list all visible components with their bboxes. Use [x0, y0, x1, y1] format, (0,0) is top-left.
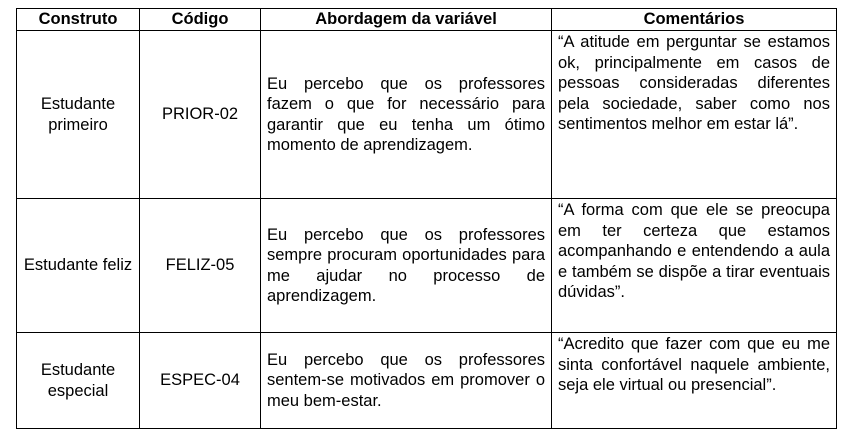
header-abordagem: Abordagem da variável	[261, 9, 552, 31]
constructs-table	[16, 8, 837, 429]
construct-cell: Estudante primeiro	[17, 31, 140, 199]
approach-cell: Eu percebo que os professores sentem-se motivados em promover o meu bem-estar.	[261, 333, 552, 429]
header-row	[17, 9, 837, 31]
table-row	[17, 199, 837, 333]
header-construto: Construto	[17, 9, 140, 31]
code-cell: PRIOR-02	[140, 31, 261, 199]
comment-cell: “A forma com que ele se preocupa em ter certeza que estamos acompanhando e entendendo a aula e também se dispõe a tirar eventuais dúvidas”.	[552, 199, 837, 333]
table-row	[17, 333, 837, 429]
code-cell: FELIZ-05	[140, 199, 261, 333]
header-comentarios: Comentários	[552, 9, 837, 31]
table-container	[16, 8, 837, 429]
code-cell: ESPEC-04	[140, 333, 261, 429]
comment-cell: “A atitude em perguntar se estamos ok, principalmente em casos de pessoas consideradas diferentes pela sociedade, saber como nos sentimentos melhor em estar lá”.	[552, 31, 837, 199]
comment-cell: “Acredito que fazer com que eu me sinta confortável naquele ambiente, seja ele virtual ou presencial”.	[552, 333, 837, 429]
header-codigo: Código	[140, 9, 261, 31]
construct-cell: Estudante especial	[17, 333, 140, 429]
construct-cell: Estudante feliz	[17, 199, 140, 333]
approach-cell: Eu percebo que os professores fazem o que for necessário para garantir que eu tenha um ótimo momento de aprendizagem.	[261, 31, 552, 199]
approach-cell: Eu percebo que os professores sempre procuram oportunidades para me ajudar no processo de aprendizagem.	[261, 199, 552, 333]
table-row	[17, 31, 837, 199]
